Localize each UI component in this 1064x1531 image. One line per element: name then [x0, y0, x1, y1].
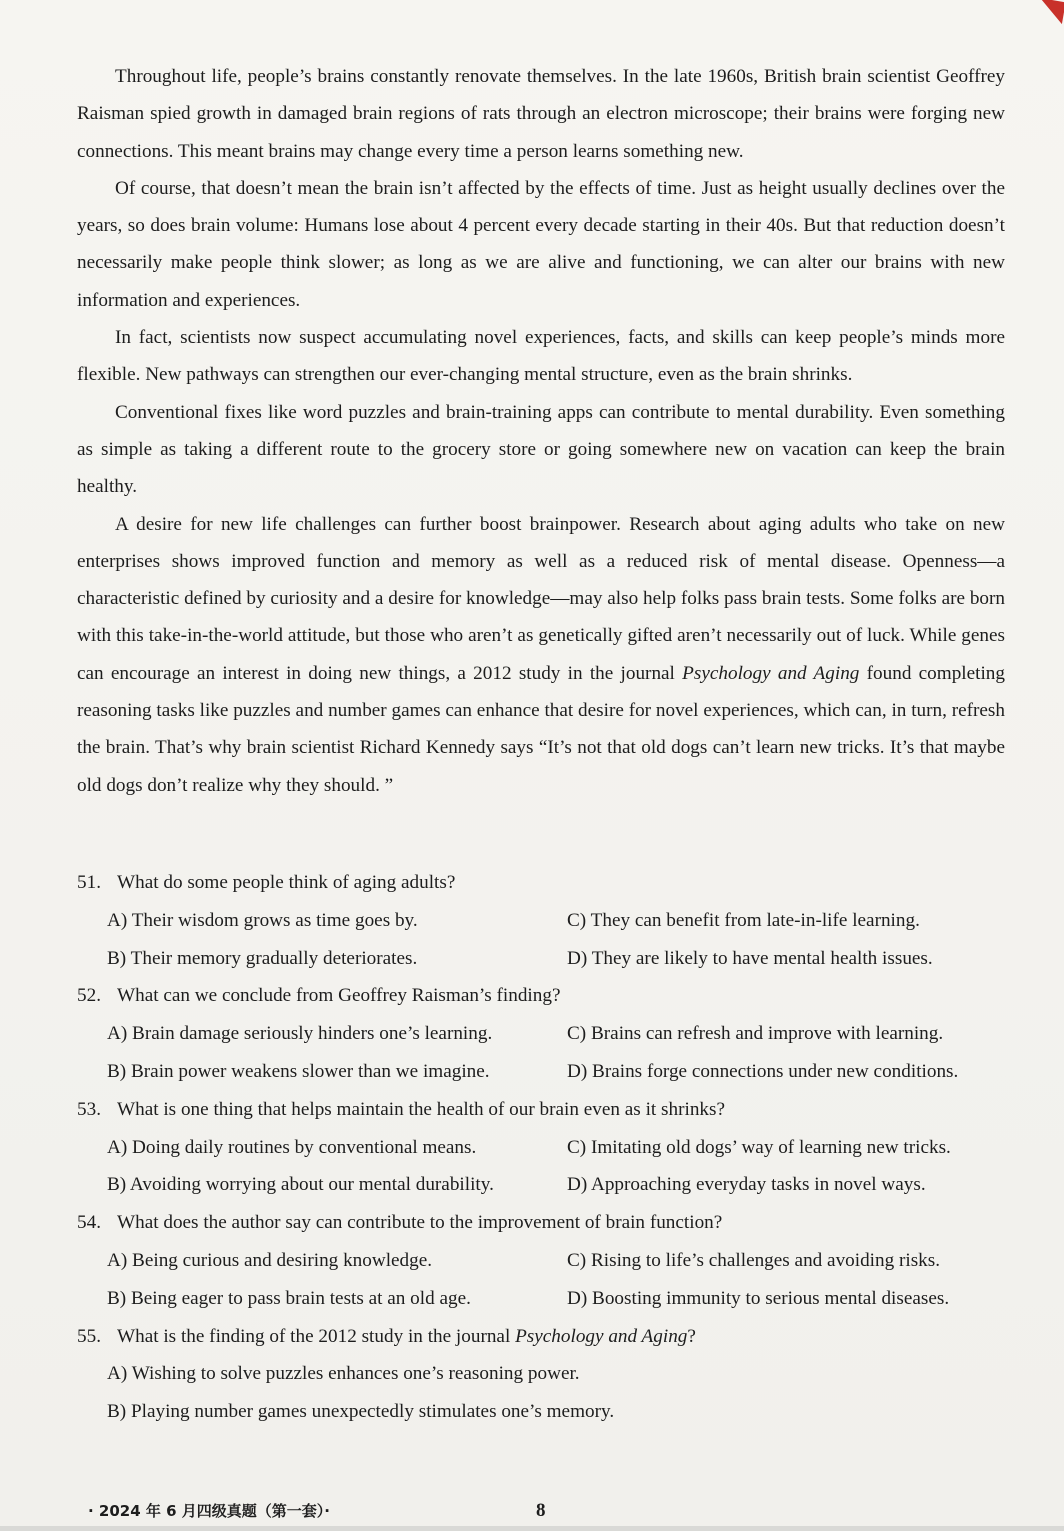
- option-b: B) Being eager to pass brain tests at an old age.: [107, 1287, 471, 1309]
- question-text: [117, 1318, 696, 1356]
- question-stem: [77, 1204, 1005, 1242]
- option-a: A) Brain damage seriously hinders one’s learning.: [107, 1023, 493, 1045]
- passage-paragraph-3: In fact, scientists now suspect accumulating novel experiences, facts, and skills can keep people’s minds more flexible. New pathways can strengthen our ever-changing mental structure, even as the brain shrinks.: [77, 327, 1005, 386]
- question-text-b: ?: [687, 1325, 696, 1347]
- journal-title: Psychology and Aging: [682, 662, 860, 684]
- question-stem: [77, 977, 1005, 1015]
- option-c: C) Brains can refresh and improve with learning.: [567, 1023, 944, 1045]
- question-stem: [77, 1091, 1005, 1129]
- question-text-a: What is the finding of the 2012 study in the journal: [117, 1325, 516, 1347]
- passage-paragraph-4: Conventional fixes like word puzzles and brain-training apps can contribute to mental durability. Even something as simple as taking a different route to the grocery store or going somewhere new on vacation can keep the brain healthy.: [77, 401, 1005, 498]
- passage-paragraph-5: [77, 506, 1005, 804]
- question-text: What do some people think of aging adults?: [117, 872, 456, 893]
- answer-options: [77, 1015, 1005, 1091]
- option-c: C) Imitating old dogs’ way of learning new tricks.: [567, 1136, 951, 1158]
- paragraph-5-text-b: found completing reasoning tasks like puzzles and number games can enhance that desire for novel experiences, which can, in turn, refresh the brain. That’s why brain scientist Richard Kennedy says “It’s not that old dogs can’t learn new tricks. It’s that maybe old dogs don’t realize why they should. ”: [77, 662, 1005, 796]
- question-number: 53.: [77, 1098, 101, 1120]
- option-c: C) They can benefit from late-in-life learning.: [567, 909, 920, 931]
- question-text: What can we conclude from Geoffrey Raisman’s finding?: [117, 985, 561, 1007]
- question-54: [77, 1204, 1005, 1317]
- option-d: D) Boosting immunity to serious mental diseases.: [567, 1287, 950, 1309]
- reading-passage: [77, 58, 1005, 804]
- question-list: [77, 864, 1005, 1431]
- option-a: A) Wishing to solve puzzles enhances one’s reasoning power.: [107, 1363, 580, 1385]
- question-55: [77, 1318, 1005, 1431]
- question-52: [77, 977, 1005, 1090]
- answer-options: [77, 902, 1005, 978]
- scan-bottom-edge: [0, 1526, 1064, 1531]
- question-stem: [77, 864, 1005, 902]
- question-text: What is one thing that helps maintain the health of our brain even as it shrinks?: [117, 1098, 725, 1120]
- passage-paragraph-1: Throughout life, people’s brains constantly renovate themselves. In the late 1960s, British brain scientist Geoffrey Raisman spied growth in damaged brain regions of rats through an electron microscope; their brains were forging new connections. This meant brains may change every time a person learns something new.: [77, 66, 1005, 162]
- paragraph-5-text-a: A desire for new life challenges can further boost brainpower. Research about aging adults who take on new enterprises shows improved function and memory as well as a reduced risk of mental disease. Openness—a characteristic defined by curiosity and a desire for knowledge—may also help folks pass brain tests. Some folks are born with this take-in-the-world attitude, but those who aren’t as genetically gifted aren’t necessarily out of luck. While genes can encourage an interest in doing new things, a 2012 study in the journal: [77, 513, 1005, 684]
- question-53: [77, 1091, 1005, 1204]
- question-51: [77, 864, 1005, 977]
- answer-options: [77, 1129, 1005, 1205]
- question-number: 52.: [77, 985, 101, 1007]
- option-b: B) Avoiding worrying about our mental durability.: [107, 1174, 494, 1196]
- page-number: 8: [536, 1500, 546, 1521]
- option-c: C) Rising to life’s challenges and avoiding risks.: [567, 1249, 941, 1271]
- option-a: A) Being curious and desiring knowledge.: [107, 1249, 433, 1271]
- option-b: B) Brain power weakens slower than we imagine.: [107, 1060, 490, 1082]
- option-d: D) They are likely to have mental health issues.: [567, 947, 933, 969]
- question-number: 54.: [77, 1212, 101, 1234]
- answer-options: [77, 1242, 1005, 1318]
- option-a: A) Doing daily routines by conventional means.: [107, 1136, 477, 1158]
- corner-tab-mark: [1036, 0, 1064, 24]
- question-number: 55.: [77, 1325, 101, 1347]
- journal-title: Psychology and Aging: [515, 1325, 688, 1347]
- answer-options: [77, 1355, 1005, 1431]
- exam-set-label: · 2024 年 6 月四级真题（第一套）·: [88, 1502, 330, 1520]
- question-number: 51.: [77, 872, 101, 893]
- passage-paragraph-2: Of course, that doesn’t mean the brain isn’t affected by the effects of time. Just as height usually declines over the years, so does brain volume: Humans lose about 4 percent every decade starting in their 40s. But that reduction doesn’t necessarily make people think slower; as long as we are alive and functioning, we can alter our brains with new information and experiences.: [77, 177, 1005, 311]
- option-d: D) Brains forge connections under new conditions.: [567, 1060, 959, 1082]
- question-stem: [77, 1318, 1005, 1356]
- option-b: B) Their memory gradually deteriorates.: [107, 947, 418, 969]
- option-b: B) Playing number games unexpectedly stimulates one’s memory.: [107, 1401, 615, 1423]
- option-a: A) Their wisdom grows as time goes by.: [107, 909, 418, 931]
- option-d: D) Approaching everyday tasks in novel ways.: [567, 1174, 926, 1196]
- question-text: What does the author say can contribute to the improvement of brain function?: [117, 1212, 723, 1234]
